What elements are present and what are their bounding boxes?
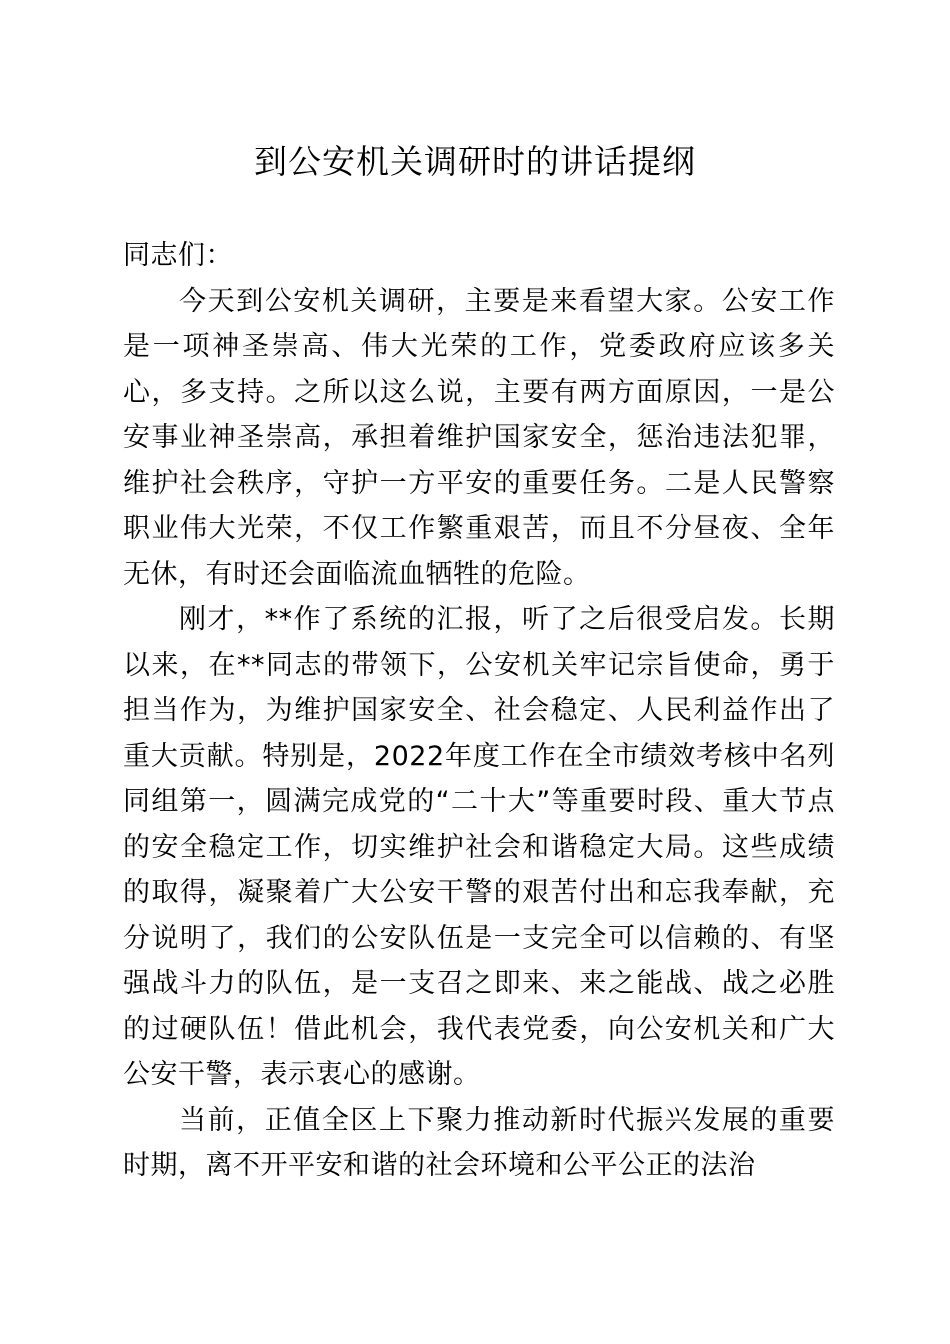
paragraph-1: 今天到公安机关调研，主要是来看望大家。公安工作是一项神圣崇高、伟大光荣的工作，党委政府应该多关心，多支持。之所以这么说，主要有两方面原因，一是公安事业神圣崇高，承担着维护国家安全，惩治违法犯罪，维护社会秩序，守护一方平安的重要任务。二是人民警察职业伟大光荣，不仅工作繁重艰苦，而且不分昼夜、全年无休，有时还会面临流血牺牲的危险。: [123, 285, 835, 590]
paragraph-2: 刚才，**作了系统的汇报，听了之后很受启发。长期以来，在**同志的带领下，公安机关牢记宗旨使命，勇于担当作为，为维护国家安全、社会稳定、人民利益作出了重大贡献。特别是，2022年度工作在全市绩效考核中名列同组第一，圆满完成党的“二十大”等重要时段、重大节点的安全稳定工作，切实维护社会和谐稳定大局。这些成绩的取得，凝聚着广大公安干警的艰苦付出和忘我奉献，充分说明了，我们的公安队伍是一支完全可以信赖的、有坚强战斗力的队伍，是一支召之即来、来之能战、战之必胜的过硬队伍！借此机会，我代表党委，向公安机关和广大公安干警，表示衷心的感谢。: [123, 604, 835, 1090]
document-title: 到公安机关调研时的讲话提纲: [254, 142, 696, 181]
document-body: [123, 233, 835, 1189]
paragraph-3: 当前，正值全区上下聚力推动新时代振兴发展的重要时期，离不开平安和谐的社会环境和公平公正的法治: [123, 1104, 835, 1181]
greeting: 同志们：: [123, 240, 233, 271]
